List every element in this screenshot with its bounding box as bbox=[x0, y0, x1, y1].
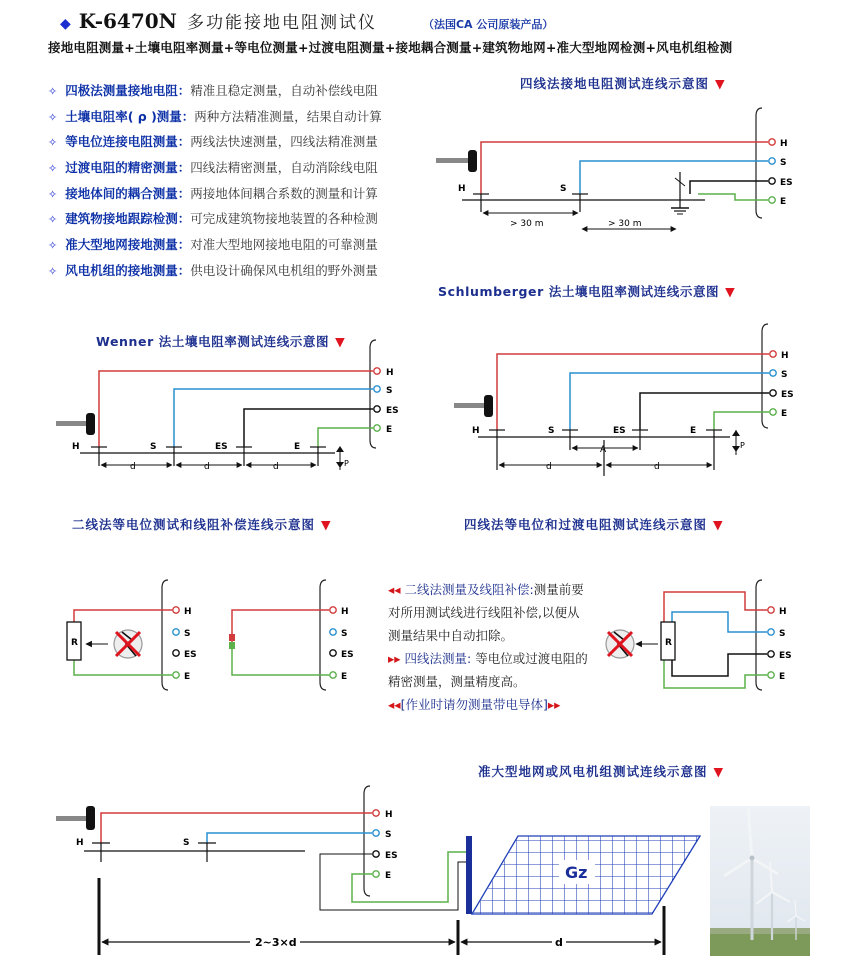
dim-label: d bbox=[204, 462, 210, 472]
terminal-label: ES bbox=[781, 390, 794, 400]
feature-name: 土壤电阻率( ρ )测量： bbox=[65, 108, 195, 124]
feature-name: 过渡电阻的精密测量： bbox=[65, 160, 191, 176]
feature-name: 等电位连接电阻测量： bbox=[65, 134, 191, 150]
triangle-down-icon: ▼ bbox=[335, 334, 346, 349]
caption-text: 准大型地网或风电机组测试连线示意图 bbox=[478, 764, 708, 779]
short-clip bbox=[229, 642, 235, 649]
double-arrow-right-icon: ▸▸ bbox=[547, 697, 561, 712]
wire-h bbox=[74, 610, 172, 622]
terminal-label: ES bbox=[780, 178, 793, 188]
terminal-h bbox=[173, 607, 179, 613]
wire-h bbox=[101, 813, 372, 843]
terminal-e bbox=[770, 409, 776, 415]
caption-text: 四线法等电位和过渡电阻测试连线示意图 bbox=[464, 517, 708, 532]
electrode-label: S bbox=[560, 184, 567, 194]
feature-desc: 两种方法精准测量，结果自动计算 bbox=[194, 108, 382, 124]
terminal-label: H bbox=[184, 607, 192, 617]
sparkle-icon: ✧ bbox=[48, 213, 58, 227]
double-arrow-left-icon: ◂◂ bbox=[388, 697, 401, 712]
dim-label: d bbox=[273, 462, 279, 472]
feature-name: 准大型地网接地测量： bbox=[65, 237, 191, 253]
terminal-s bbox=[374, 386, 380, 392]
terminal-es bbox=[373, 851, 379, 857]
terminal-label: E bbox=[341, 672, 348, 682]
triangle-down-icon: ▼ bbox=[321, 517, 332, 532]
dim-label: d bbox=[130, 462, 136, 472]
probe-shaft bbox=[56, 421, 88, 426]
terminal-label: H bbox=[781, 351, 789, 361]
gz-label: Gz bbox=[565, 863, 588, 882]
dim-label: A bbox=[600, 445, 607, 455]
feature-desc: 供电设计确保风电机组的野外测量 bbox=[190, 262, 378, 278]
note-four-wire-text: 等电位或过渡电阻的精密测量，测量精度高。 bbox=[388, 651, 588, 689]
resistor-label: R bbox=[665, 638, 672, 648]
terminal-s bbox=[330, 629, 336, 635]
resistor-label: R bbox=[71, 638, 78, 648]
no-live-icon bbox=[114, 630, 142, 658]
diamond-icon: ◆ bbox=[60, 16, 71, 32]
electrode-label: E bbox=[294, 442, 301, 452]
instrument-bracket bbox=[756, 108, 762, 218]
diagram-two-wire bbox=[67, 580, 354, 690]
terminal-label: E bbox=[780, 197, 787, 207]
dim-label: d bbox=[654, 462, 660, 472]
terminal-label: H bbox=[385, 810, 393, 820]
instrument-bracket bbox=[162, 580, 168, 690]
terminal-label: S bbox=[781, 370, 788, 380]
probe-handle bbox=[468, 150, 477, 172]
wire-s bbox=[207, 833, 372, 843]
terminal-e bbox=[769, 197, 775, 203]
electrode-label: H bbox=[72, 442, 80, 452]
electrode-label: S bbox=[548, 426, 555, 436]
terminal-s bbox=[770, 370, 776, 376]
rho-label: P bbox=[344, 459, 349, 468]
electrode-label: ES bbox=[613, 426, 626, 436]
terminal-e bbox=[173, 672, 179, 678]
terminal-es bbox=[330, 650, 336, 656]
feature-subtitle: 接地电阻测量+土壤电阻率测量+等电位测量+过渡电阻测量+接地耦合测量+建筑物地网+准大型地网检测+风电机组检测 bbox=[48, 40, 733, 55]
caption-text: Wenner 法土壤电阻率测试连线示意图 bbox=[96, 334, 330, 349]
dim-label: 2~3×d bbox=[255, 936, 297, 949]
triangle-down-icon: ▼ bbox=[713, 517, 724, 532]
feature-name: 四极法测量接地电阻： bbox=[65, 83, 191, 98]
wire-e bbox=[664, 660, 767, 688]
note-four-wire-title: 四线法测量: bbox=[404, 651, 472, 666]
terminal-label: S bbox=[779, 629, 786, 639]
sparkle-icon: ✧ bbox=[48, 187, 58, 201]
terminal-label: ES bbox=[385, 851, 398, 861]
origin-tag: （法国CA 公司原装产品） bbox=[422, 18, 554, 31]
feature-desc: 两接地体间耦合系数的测量和计算 bbox=[190, 185, 378, 201]
terminal-es bbox=[769, 178, 775, 184]
feature-name: 风电机组的接地测量： bbox=[65, 262, 191, 278]
terminal-label: E bbox=[386, 425, 393, 435]
wire-h bbox=[232, 610, 329, 642]
caption-text: 二线法等电位测试和线阻补偿连线示意图 bbox=[72, 517, 316, 532]
wire-e bbox=[74, 660, 172, 675]
note-two-wire-title: 二线法测量及线阻补偿: bbox=[404, 582, 534, 597]
wire-s bbox=[672, 612, 767, 632]
diagram-four-wire-eq bbox=[606, 580, 792, 690]
feature-desc: 对准大型地网接地电阻的可靠测量 bbox=[190, 237, 378, 253]
dim-label: > 30 m bbox=[510, 219, 544, 229]
wire-e bbox=[352, 852, 466, 902]
probe-shaft bbox=[454, 403, 486, 408]
terminal-h bbox=[768, 607, 774, 613]
terminal-h bbox=[769, 139, 775, 145]
instrument-bracket bbox=[320, 580, 326, 690]
rho-label: P bbox=[740, 441, 745, 450]
terminal-label: ES bbox=[184, 650, 197, 660]
wire-h bbox=[481, 142, 768, 194]
terminal-label: S bbox=[385, 830, 392, 840]
terminal-label: H bbox=[341, 607, 349, 617]
note-warning: [作业时请勿测量带电导体] bbox=[400, 697, 548, 712]
terminal-label: S bbox=[386, 386, 393, 396]
probe-handle bbox=[86, 806, 95, 830]
electrode-label: S bbox=[150, 442, 157, 452]
feature-desc: 可完成建筑物接地装置的各种检测 bbox=[190, 211, 378, 227]
terminal-e bbox=[330, 672, 336, 678]
sparkle-icon: ✧ bbox=[48, 85, 58, 98]
feature-name: 建筑物接地跟踪检测： bbox=[65, 211, 191, 227]
probe-shaft bbox=[56, 816, 88, 821]
terminal-es bbox=[768, 651, 774, 657]
terminal-label: S bbox=[184, 629, 191, 639]
terminal-label: E bbox=[184, 672, 191, 682]
terminal-label: S bbox=[341, 629, 348, 639]
instrument-bracket bbox=[756, 580, 762, 690]
feature-desc: 两线法快速测量，四线法精准测量 bbox=[190, 134, 378, 150]
electrode-label: S bbox=[183, 838, 190, 848]
terminal-label: H bbox=[386, 368, 394, 378]
probe-handle bbox=[484, 395, 493, 417]
terminal-label: ES bbox=[341, 650, 354, 660]
terminal-h bbox=[770, 351, 776, 357]
instrument-bracket bbox=[370, 340, 376, 448]
wire-e bbox=[714, 412, 769, 430]
terminal-e bbox=[373, 871, 379, 877]
terminal-e bbox=[374, 425, 380, 431]
wire-h bbox=[497, 354, 769, 430]
wire-s bbox=[570, 373, 769, 430]
feature-desc: 四线法精密测量，自动消除线电阻 bbox=[190, 160, 378, 176]
diagram-schlumberger bbox=[454, 324, 794, 476]
terminal-label: E bbox=[781, 409, 788, 419]
instrument-bracket bbox=[364, 786, 370, 896]
electrode-label: H bbox=[458, 184, 466, 194]
probe-shaft bbox=[436, 158, 470, 163]
wire-h bbox=[664, 592, 767, 622]
electrodes bbox=[92, 843, 216, 862]
caption-text: 四线法接地电阻测试连线示意图 bbox=[520, 76, 710, 91]
terminal-s bbox=[373, 830, 379, 836]
terminal-label: H bbox=[780, 139, 788, 149]
wire-e bbox=[318, 428, 373, 447]
wind-turbine-photo bbox=[710, 806, 810, 956]
product-name: 多功能接地电阻测试仪 bbox=[186, 13, 377, 33]
terminal-label: ES bbox=[386, 406, 399, 416]
probe-handle bbox=[86, 413, 95, 435]
sparkle-icon: ✧ bbox=[48, 162, 58, 176]
terminal-label: ES bbox=[779, 651, 792, 661]
electrode-label: E bbox=[690, 426, 697, 436]
terminal-e bbox=[768, 672, 774, 678]
double-arrow-left-icon: ◂◂ bbox=[388, 582, 401, 597]
terminal-h bbox=[374, 368, 380, 374]
wire-e bbox=[232, 642, 329, 675]
terminal-s bbox=[768, 629, 774, 635]
short-clip bbox=[229, 634, 235, 641]
caption-text: Schlumberger 法土壤电阻率测试连线示意图 bbox=[438, 284, 720, 299]
dim-label: > 30 m bbox=[608, 219, 642, 229]
feature-desc: 精准且稳定测量，自动补偿线电阻 bbox=[190, 83, 378, 98]
electrode-label: ES bbox=[215, 442, 228, 452]
note-two-wire-text: 测量前要对所用测试线进行线阻补偿,以便从测量结果中自动扣除。 bbox=[388, 582, 584, 643]
triangle-down-icon: ▼ bbox=[715, 76, 726, 91]
terminal-h bbox=[373, 810, 379, 816]
feature-name: 接地体间的耦合测量： bbox=[65, 185, 191, 201]
sparkle-icon: ✧ bbox=[48, 110, 58, 124]
dim-label: d bbox=[555, 936, 563, 949]
terminal-label: E bbox=[779, 672, 786, 682]
terminal-es bbox=[770, 390, 776, 396]
wire-e bbox=[698, 194, 768, 200]
terminal-h bbox=[330, 607, 336, 613]
diagram-wenner bbox=[56, 340, 399, 472]
no-live-icon bbox=[606, 630, 634, 658]
grid-bus-bar bbox=[466, 836, 472, 914]
electrode-label: H bbox=[472, 426, 480, 436]
terminal-s bbox=[173, 629, 179, 635]
wire-s bbox=[174, 389, 373, 447]
terminal-es bbox=[173, 650, 179, 656]
terminal-es bbox=[374, 406, 380, 412]
terminal-label: S bbox=[780, 158, 787, 168]
wire-s bbox=[580, 161, 768, 194]
sparkle-icon: ✧ bbox=[48, 239, 58, 253]
diagram-large-grid bbox=[56, 786, 700, 955]
dim-label: d bbox=[546, 462, 552, 472]
triangle-down-icon: ▼ bbox=[725, 284, 736, 299]
diagram-four-wire bbox=[436, 108, 793, 229]
electrode-label: H bbox=[76, 838, 84, 848]
terminal-label: E bbox=[385, 871, 392, 881]
sparkle-icon: ✧ bbox=[48, 264, 58, 278]
triangle-down-icon: ▼ bbox=[713, 764, 725, 779]
double-arrow-right-icon: ▸▸ bbox=[388, 651, 401, 666]
terminal-label: H bbox=[779, 607, 787, 617]
wire-es bbox=[672, 654, 767, 676]
sparkle-icon: ✧ bbox=[48, 136, 58, 150]
product-model: K-6470N bbox=[78, 9, 177, 33]
terminal-s bbox=[769, 158, 775, 164]
